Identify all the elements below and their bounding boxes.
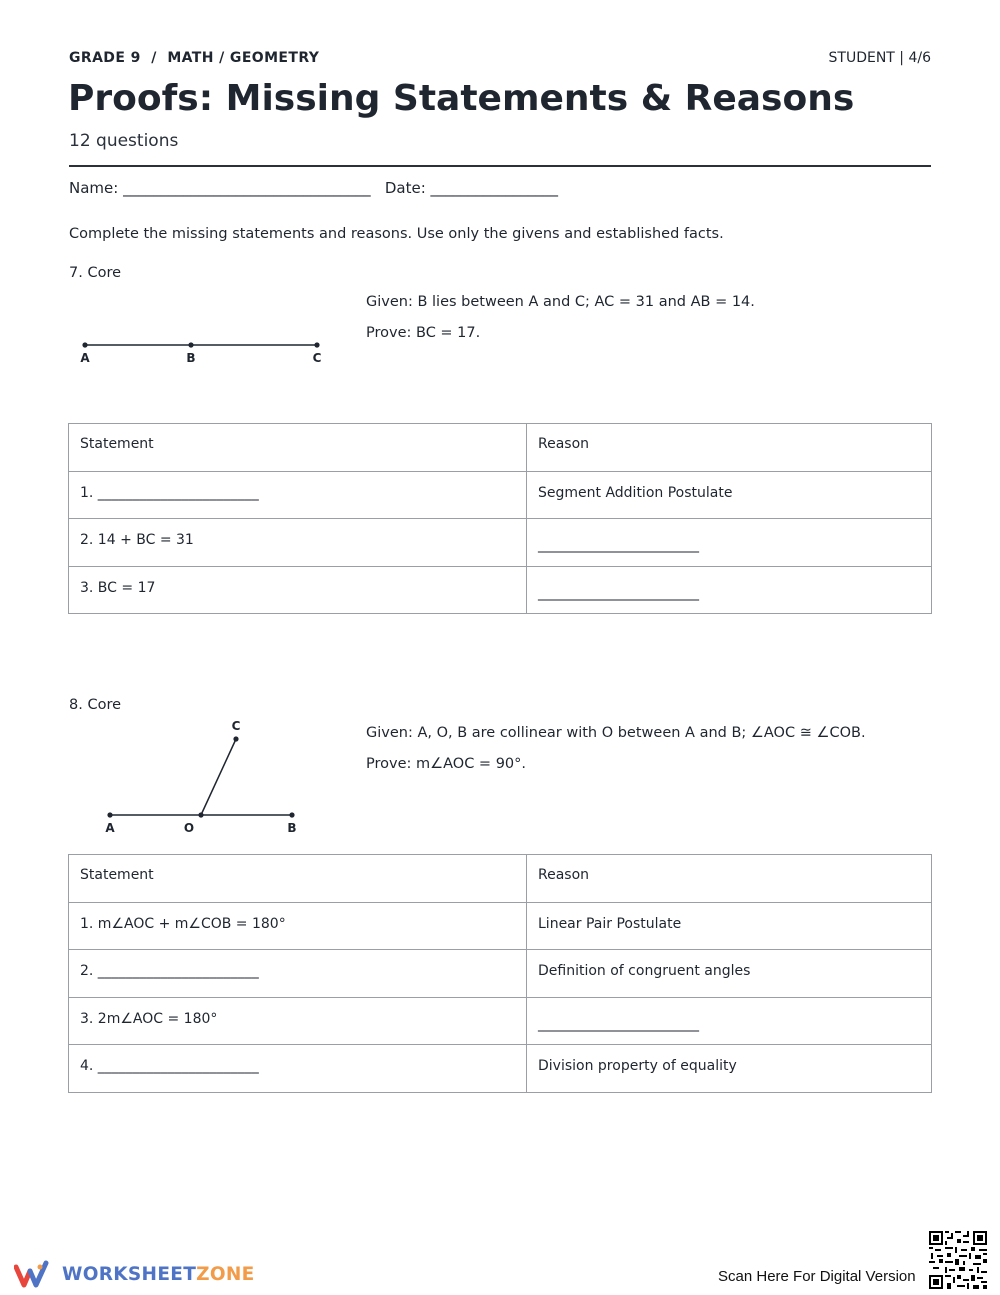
header-divider [69,165,931,167]
point-a-label: A [80,351,90,365]
ray-oc [201,739,236,815]
table-row [69,519,932,567]
reason-cell: Linear Pair Postulate [527,902,932,950]
statement-cell: 3. 2m∠AOC = 180° [69,997,527,1045]
statement-cell[interactable]: 2. _______________________ [69,950,527,998]
question-7-segment-diagram [70,330,340,375]
scan-instruction: Scan Here For Digital Version [718,1268,916,1285]
point-b-label: B [287,821,297,835]
point-c-label: C [231,719,241,733]
reason-cell[interactable]: _______________________ [527,997,932,1045]
question-7-prove: Prove: BC = 17. [366,325,481,341]
table-row [69,997,932,1045]
table-header-row [69,424,932,472]
instructions: Complete the missing statements and reasons. Use only the givens and established facts. [69,226,724,242]
question-7-label: 7. Core [69,265,122,281]
brand-name: WORKSHEETZONE [62,1264,255,1285]
point-a [82,342,87,347]
table-row [69,566,932,614]
name-date-fields: Name: _________________________________ Date: _________________ [69,179,559,197]
point-a-label: A [105,821,115,835]
question-8-angle-diagram [90,715,320,840]
question-8-given: Given: A, O, B are collinear with O between A and B; ∠AOC ≅ ∠COB. [366,725,866,741]
question-7-proof-table [68,423,932,614]
reason-header: Reason [527,424,932,472]
question-count: 12 questions [69,131,179,151]
table-row [69,1045,932,1093]
table-row [69,471,932,519]
table-row [69,902,932,950]
qr-code-icon[interactable] [929,1231,987,1289]
statement-cell[interactable]: 4. _______________________ [69,1045,527,1093]
question-8-label: 8. Core [69,697,122,713]
reason-cell: Definition of congruent angles [527,950,932,998]
reason-cell[interactable]: _______________________ [527,519,932,567]
point-a [107,812,112,817]
reason-header: Reason [527,855,932,903]
point-o-label: O [183,821,195,835]
statement-header: Statement [69,424,527,472]
statement-cell: 2. 14 + BC = 31 [69,519,527,567]
point-b [289,812,294,817]
table-row [69,950,932,998]
statement-cell: 1. m∠AOC + m∠COB = 180° [69,902,527,950]
question-8-proof-table [68,854,932,1093]
point-b-label: B [186,351,196,365]
reason-cell[interactable]: _______________________ [527,566,932,614]
question-7-given: Given: B lies between A and C; AC = 31 and AB = 14. [366,294,755,310]
point-b [188,342,193,347]
point-o [198,812,203,817]
point-c [314,342,319,347]
reason-cell: Division property of equality [527,1045,932,1093]
point-c [233,736,238,741]
student-page-indicator: STUDENT | 4/6 [828,50,931,66]
statement-header: Statement [69,855,527,903]
question-8-prove: Prove: m∠AOC = 90°. [366,756,527,772]
grade-subject-breadcrumb: GRADE 9 / MATH / GEOMETRY [69,50,320,66]
page-title: Proofs: Missing Statements & Reasons [68,78,855,119]
table-header-row [69,855,932,903]
reason-cell: Segment Addition Postulate [527,471,932,519]
worksheetzone-logo-icon [14,1259,60,1291]
statement-cell[interactable]: 1. _______________________ [69,471,527,519]
statement-cell: 3. BC = 17 [69,566,527,614]
point-c-label: C [312,351,322,365]
